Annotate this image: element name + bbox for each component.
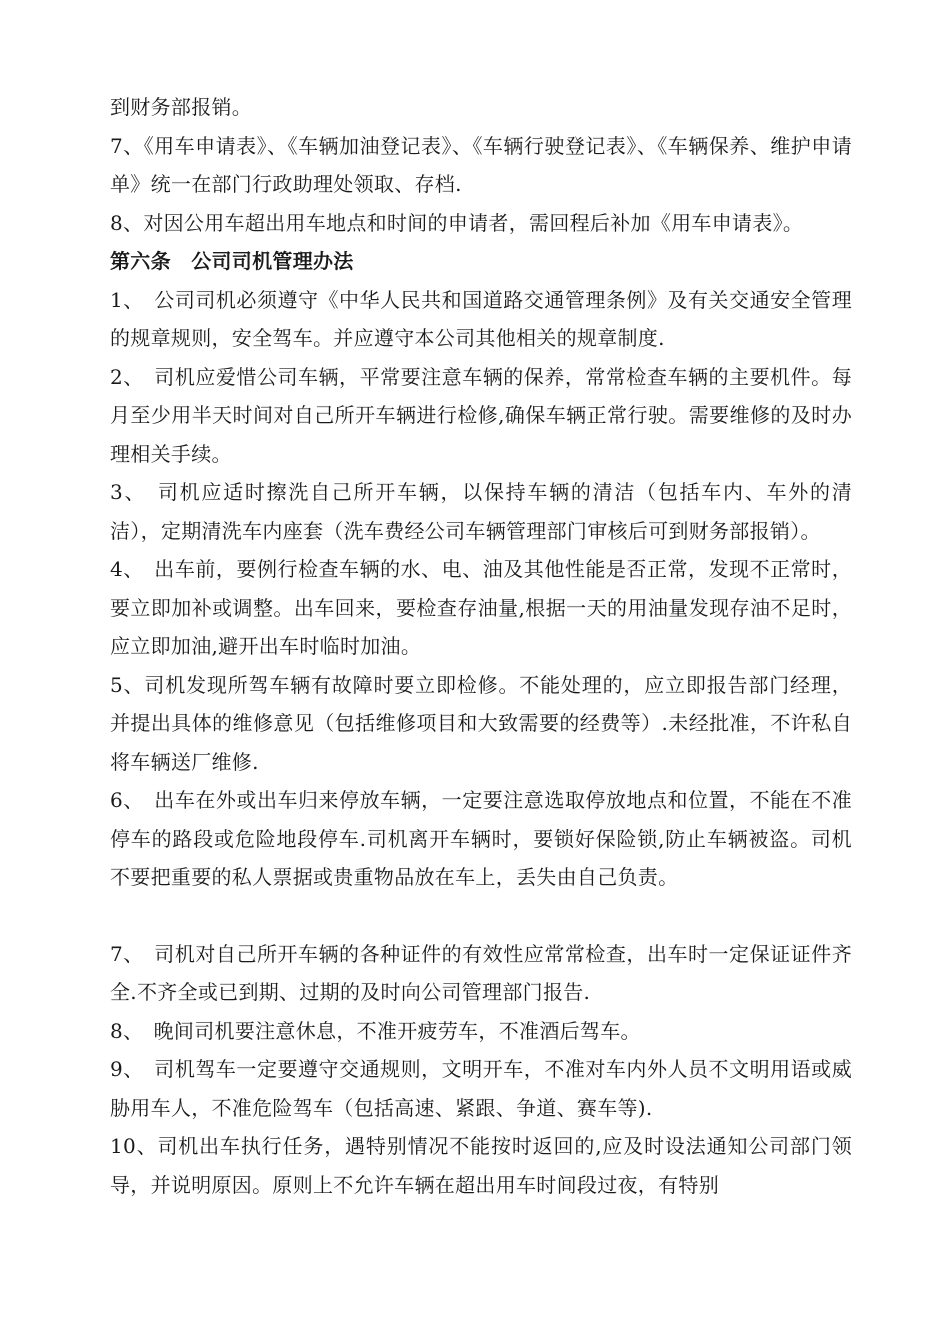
list-item-7: 7、 司机对自己所开车辆的各种证件的有效性应常常检查，出车时一定保证证件齐全.不齐全或已到期、过期的及时向公司管理部门报告.: [110, 941, 852, 1004]
list-item-3: 3、 司机应适时擦洗自己所开车辆，以保持车辆的清洁（包括车内、车外的清洁），定期清洗车内座套（洗车费经公司车辆管理部门审核后可到财务部报销）。: [110, 480, 852, 543]
list-item-1: 1、 公司司机必须遵守《中华人民共和国道路交通管理条例》及有关交通安全管理的规章规则，安全驾车。并应遵守本公司其他相关的规章制度.: [110, 287, 852, 350]
list-item-8-overtime: 8、对因公用车超出用车地点和时间的申请者，需回程后补加《用车申请表》。: [110, 210, 804, 235]
section-heading: 第六条 公司司机管理办法: [110, 249, 354, 273]
paragraph-spacer: [110, 897, 852, 935]
paragraph-continuation: 到财务部报销。: [110, 95, 253, 119]
list-item-7-forms: 7、《用车申请表》、《车辆加油登记表》、《车辆行驶登记表》、《车辆保养、维护申请单》统一在部门行政助理处领取、存档.: [110, 133, 852, 196]
list-item-6: 6、 出车在外或出车归来停放车辆，一定要注意选取停放地点和位置，不能在不准停车的路段或危险地段停车.司机离开车辆时，要锁好保险锁,防止车辆被盗。司机不要把重要的私人票据或贵重物品放在车上，丢失由自己负责。: [110, 788, 852, 889]
list-item-10: 10、司机出车执行任务，遇特别情况不能按时返回的,应及时设法通知公司部门领导，并说明原因。原则上不允许车辆在超出用车时间段过夜，有特别: [110, 1134, 852, 1197]
document-page: [110, 88, 852, 1204]
list-item-4: 4、 出车前，要例行检查车辆的水、电、油及其他性能是否正常，发现不正常时，要立即加补或调整。出车回来，要检查存油量,根据一天的用油量发现存油不足时，应立即加油,避开出车时临时加油。: [110, 557, 852, 658]
list-item-2: 2、 司机应爱惜公司车辆，平常要注意车辆的保养，常常检查车辆的主要机件。每月至少用半天时间对自己所开车辆进行检修,确保车辆正常行驶。需要维修的及时办理相关手续。: [110, 364, 852, 466]
list-item-8: 8、 晚间司机要注意休息，不准开疲劳车，不准酒后驾车。: [110, 1018, 641, 1043]
list-item-9: 9、 司机驾车一定要遵守交通规则，文明开车，不准对车内外人员不文明用语或威胁用车人，不准危险驾车（包括高速、紧跟、争道、赛车等).: [110, 1057, 852, 1120]
list-item-5: 5、司机发现所驾车辆有故障时要立即检修。不能处理的，应立即报告部门经理，并提出具体的维修意见（包括维修项目和大致需要的经费等）.未经批准，不许私自将车辆送厂维修.: [110, 672, 852, 774]
